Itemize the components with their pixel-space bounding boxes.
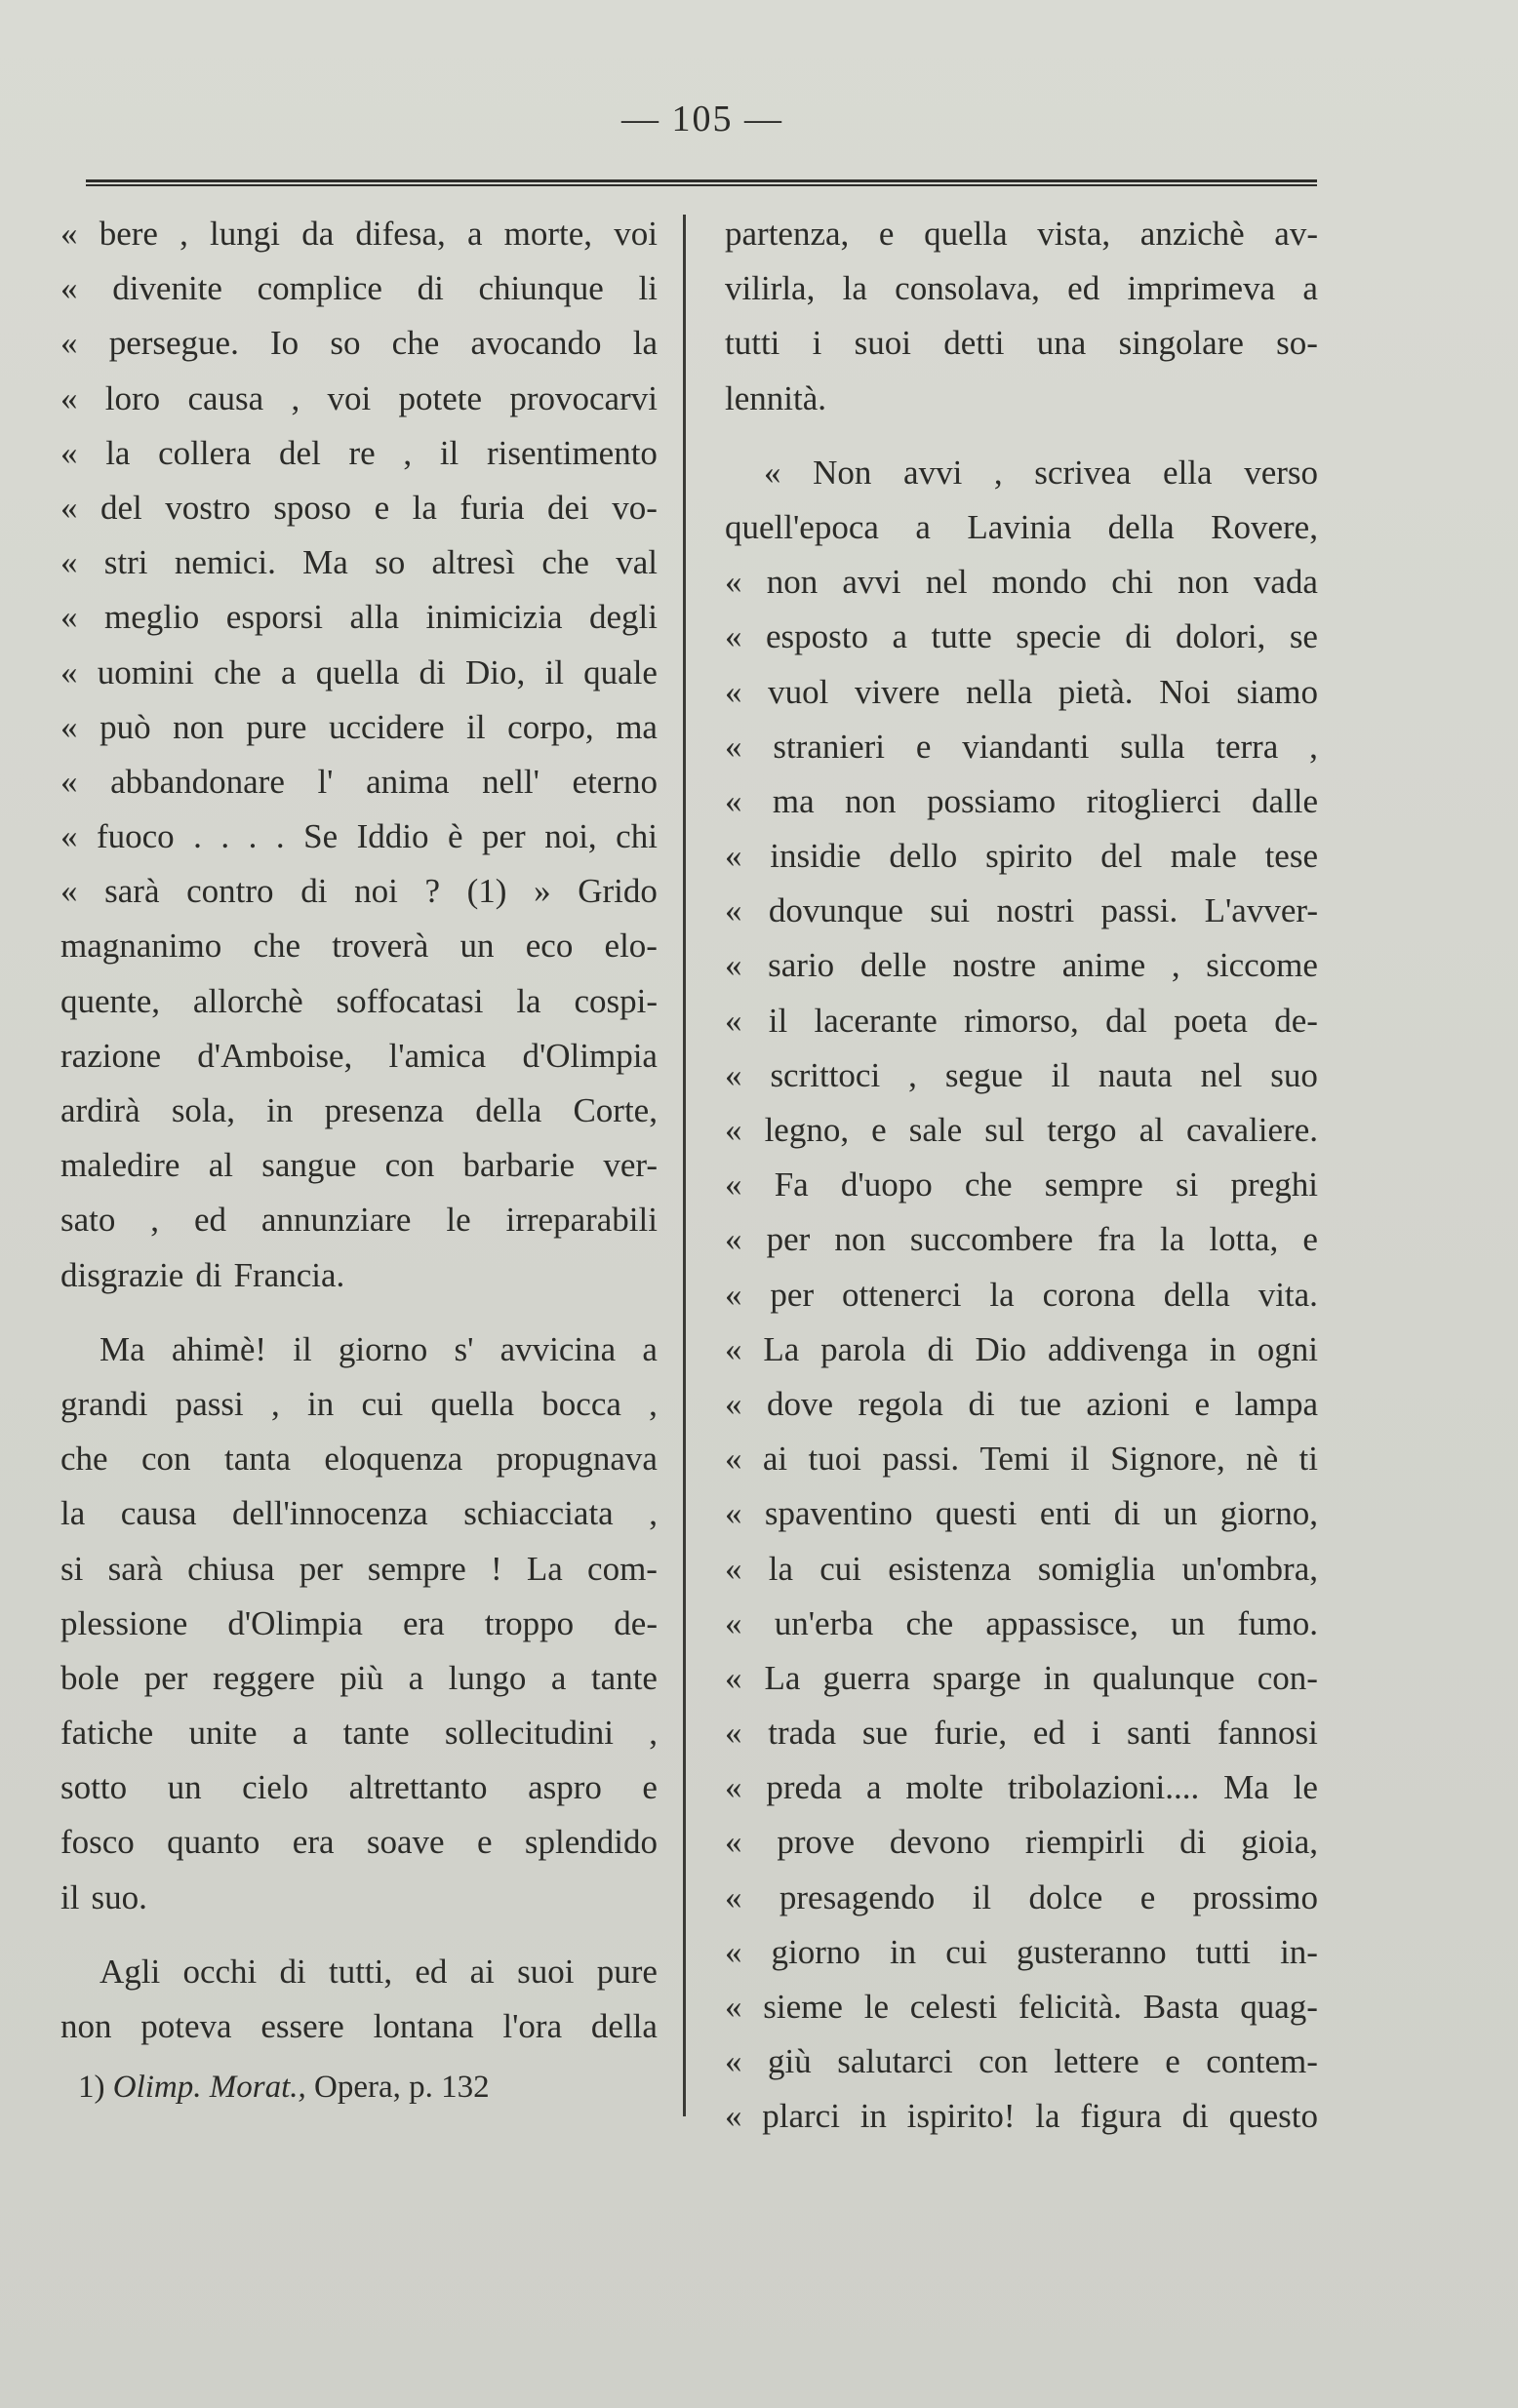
- text-line: « plarci in ispirito! la figura di questo: [725, 2097, 1318, 2136]
- text-line: « per non succombere fra la lotta, e: [725, 1220, 1318, 1259]
- header-rule: [86, 179, 1317, 186]
- text-line: « del vostro sposo e la furia dei vo-: [60, 488, 658, 527]
- text-line: « persegue. Io so che avocando la: [60, 324, 658, 363]
- text-line: maledire al sangue con barbarie ver-: [60, 1146, 658, 1185]
- right-text-column: [725, 207, 1318, 2145]
- text-line: disgrazie di Francia.: [60, 1255, 345, 1294]
- text-line: bole per reggere più a lungo a tante: [60, 1658, 658, 1697]
- text-line: sato , ed annunziare le irreparabili: [60, 1201, 658, 1240]
- paragraph-gap: [725, 426, 1318, 446]
- paragraph-gap: [60, 1925, 658, 1945]
- text-line: « sario delle nostre anime , siccome: [725, 946, 1318, 985]
- text-line: « bere , lungi da difesa, a morte, voi: [60, 215, 658, 253]
- text-line: lennità.: [725, 378, 826, 417]
- text-line: razione d'Amboise, l'amica d'Olimpia: [60, 1036, 658, 1075]
- text-line: « esposto a tutte specie di dolori, se: [725, 617, 1318, 656]
- text-line: « La guerra sparge in qualunque con-: [725, 1658, 1318, 1697]
- footnote-source: Olimp. Morat.,: [112, 2070, 306, 2105]
- text-line: plessione d'Olimpia era troppo de-: [60, 1603, 658, 1642]
- text-line: « la cui esistenza somiglia un'ombra,: [725, 1549, 1318, 1588]
- text-line: « un'erba che appassisce, un fumo.: [725, 1603, 1318, 1642]
- text-line: si sarà chiusa per sempre ! La com-: [60, 1549, 658, 1588]
- text-line: « la collera del re , il risentimento: [60, 433, 658, 472]
- text-line: « ma non possiamo ritoglierci dalle: [725, 781, 1318, 820]
- text-line: « non avvi nel mondo chi non vada: [725, 563, 1318, 602]
- text-line: « preda a molte tribolazioni.... Ma le: [725, 1768, 1318, 1807]
- text-line: « può non pure uccidere il corpo, ma: [60, 707, 658, 746]
- text-line: Ma ahimè! il giorno s' avvicina a: [100, 1329, 658, 1368]
- text-line: « sieme le celesti felicità. Basta quag-: [725, 1988, 1318, 2026]
- text-line: magnanimo che troverà un eco elo-: [60, 927, 658, 966]
- text-line: « meglio esporsi alla inimicizia degli: [60, 598, 658, 637]
- text-line: fatiche unite a tante sollecitudini ,: [60, 1714, 658, 1753]
- page-number: — 105 —: [621, 99, 783, 139]
- text-line: il suo.: [60, 1877, 147, 1916]
- text-line: ardirà sola, in presenza della Corte,: [60, 1091, 658, 1129]
- text-line: non poteva essere lontana l'ora della: [60, 2007, 658, 2045]
- text-line: la causa dell'innocenza schiacciata ,: [60, 1494, 658, 1533]
- text-line: « spaventino questi enti di un giorno,: [725, 1494, 1318, 1533]
- text-line: « vuol vivere nella pietà. Noi siamo: [725, 672, 1318, 711]
- text-line: « sarà contro di noi ? (1) » Grido: [60, 872, 658, 911]
- text-line: grandi passi , in cui quella bocca ,: [60, 1384, 658, 1423]
- footnote: [78, 2070, 490, 2106]
- text-line: quente, allorchè soffocatasi la cospi-: [60, 981, 658, 1020]
- footnote-marker: 1): [78, 2070, 105, 2105]
- text-line: tutti i suoi detti una singolare so-: [725, 324, 1318, 363]
- column-divider: [683, 215, 686, 2116]
- text-line: « dove regola di tue azioni e lampa: [725, 1384, 1318, 1423]
- text-line: « stranieri e viandanti sulla terra ,: [725, 727, 1318, 766]
- text-line: « presagendo il dolce e prossimo: [725, 1877, 1318, 1916]
- footnote-rest: Opera, p. 132: [314, 2070, 490, 2105]
- text-line: « legno, e sale sul tergo al cavaliere.: [725, 1111, 1318, 1149]
- text-line: « giorno in cui gusteranno tutti in-: [725, 1932, 1318, 1971]
- text-line: « insidie dello spirito del male tese: [725, 837, 1318, 876]
- text-line: « abbandonare l' anima nell' eterno: [60, 762, 658, 801]
- text-line: « La parola di Dio addivenga in ogni: [725, 1329, 1318, 1368]
- text-line: quell'epoca a Lavinia della Rovere,: [725, 507, 1318, 546]
- text-line: « uomini che a quella di Dio, il quale: [60, 652, 658, 691]
- text-line: « prove devono riempirli di gioia,: [725, 1823, 1318, 1862]
- text-line: « giù salutarci con lettere e contem-: [725, 2042, 1318, 2081]
- text-line: « scrittoci , segue il nauta nel suo: [725, 1055, 1318, 1094]
- text-line: Agli occhi di tutti, ed ai suoi pure: [100, 1952, 658, 1991]
- text-line: « fuoco . . . . Se Iddio è per noi, chi: [60, 817, 658, 856]
- text-line: « trada sue furie, ed i santi fannosi: [725, 1714, 1318, 1753]
- text-line: « Non avvi , scrivea ella verso: [764, 453, 1318, 492]
- text-line: partenza, e quella vista, anzichè av-: [725, 215, 1318, 253]
- text-line: « dovunque sui nostri passi. L'avver-: [725, 891, 1318, 930]
- text-line: fosco quanto era soave e splendido: [60, 1823, 658, 1862]
- left-text-column: [60, 207, 658, 2054]
- text-line: « stri nemici. Ma so altresì che val: [60, 543, 658, 582]
- text-line: « Fa d'uopo che sempre si preghi: [725, 1165, 1318, 1204]
- text-line: vilirla, la consolava, ed imprimeva a: [725, 269, 1318, 308]
- text-line: « loro causa , voi potete provocarvi: [60, 378, 658, 417]
- text-line: « per ottenerci la corona della vita.: [725, 1275, 1318, 1314]
- text-line: che con tanta eloquenza propugnava: [60, 1440, 658, 1479]
- text-line: « ai tuoi passi. Temi il Signore, nè ti: [725, 1440, 1318, 1479]
- text-line: sotto un cielo altrettanto aspro e: [60, 1768, 658, 1807]
- text-line: « il lacerante rimorso, dal poeta de-: [725, 1001, 1318, 1040]
- text-line: « divenite complice di chiunque li: [60, 269, 658, 308]
- paragraph-gap: [60, 1303, 658, 1322]
